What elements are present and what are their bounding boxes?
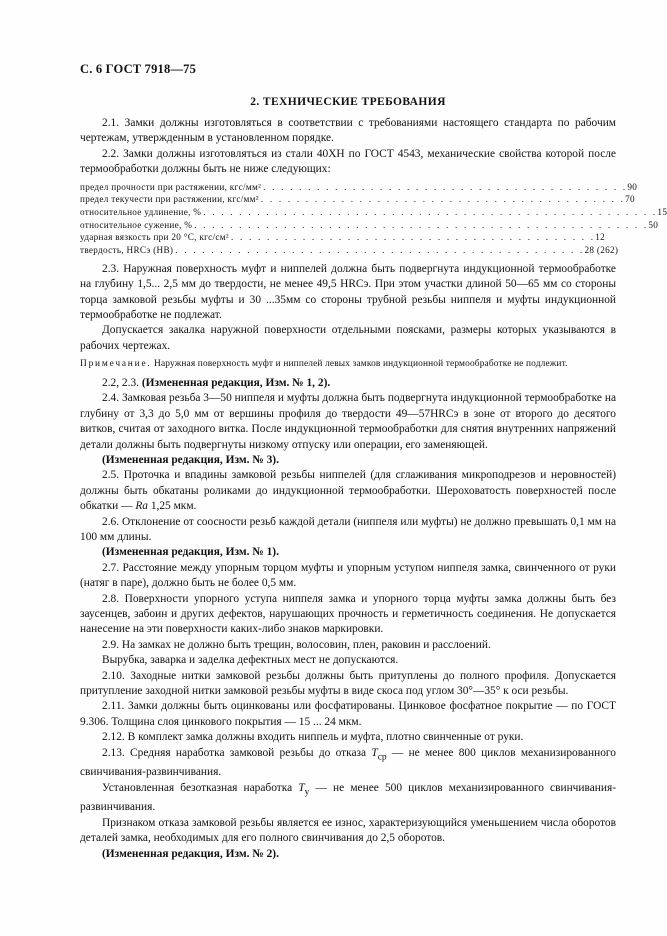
property-label: ударная вязкость при 20 °С, кгс/см²: [80, 232, 229, 243]
property-value: 70: [625, 194, 635, 205]
paragraph-2-13-reliability: [80, 781, 616, 816]
amendment-note-2-2-2-3: [80, 376, 616, 391]
amendment-text: (Измененная редакция, Изм. № 1, 2).: [141, 376, 331, 389]
paragraph-2-8: 2.8. Поверхности упорного уступа ниппеля замка и упорного торца муфты замка должны быть без заусенцев, забоин и других дефектов, нарушающих прочность и герметичность соединения. Не допускается нанесение на эти поверхности каких-либо знаков маркировки.: [80, 592, 616, 636]
leader-dots: . . . . . . . . . . . . . . . . . . . . . . . . . . . . . . . . . . . . . . . . .: [230, 232, 596, 243]
property-label: относительное сужение, %: [80, 219, 193, 230]
note: [80, 358, 616, 371]
paragraph-2-13: [80, 746, 616, 781]
paragraph-2-5: [80, 468, 616, 514]
reliability-text: Установленная безотказная наработка: [102, 781, 299, 794]
reliability-symbol: Т: [298, 781, 305, 794]
paragraph-2-5-text: 2.5. Проточка и впадины замковой резьбы ниппелей (для сглаживания микроподрезов и неровностей) должны быть обкатаны роликами до индукционной термообработки. Шероховатость поверхностей после обкатки —: [80, 469, 616, 513]
paragraph-2-13-text: 2.13. Средняя наработка замковой резьбы до отказа: [102, 746, 372, 759]
mtbf-subscript: ср: [377, 751, 387, 762]
property-label: относительное удлинение, %: [80, 207, 202, 218]
property-value: 15: [657, 207, 667, 218]
paragraph-2-13-failure: Признаком отказа замковой резьбы является ее износ, характеризующийся уменьшением числа оборотов деталей замка, необходимых для его полного свинчивания до 2,5 оборотов.: [80, 816, 616, 845]
roughness-symbol: Ra: [135, 500, 148, 513]
mechanical-properties-list: [80, 181, 667, 257]
property-label: предел прочности при растяжении, кгс/мм²: [80, 181, 262, 192]
paragraph-2-7: 2.7. Расстояние между упорным торцом муфты и упорным уступом ниппеля замка, свинченного от руки (натяг в паре), должно быть не более 0,5 мм.: [80, 561, 616, 590]
amendment-ref: 2.2, 2.3.: [102, 376, 142, 389]
amendment-note-3: (Измененная редакция, Изм. № 3).: [102, 453, 279, 466]
amendment-note-1: (Измененная редакция, Изм. № 1).: [102, 546, 279, 559]
property-label: твердость, HRCэ (НВ): [80, 245, 174, 256]
paragraph-2-12: 2.12. В комплект замка должны входить ниппель и муфта, плотно свинченные от руки.: [102, 731, 524, 744]
reliability-subscript: у: [304, 787, 310, 797]
property-value: 28 (262): [584, 245, 619, 256]
property-value: 12: [595, 232, 606, 243]
property-row: [80, 181, 638, 194]
paragraph-2-4: 2.4. Замковая резьба 3—50 ниппеля и муфты должна быть подвергнута индукционной термообработке на глубину от 3,3 до 5,0 мм от вершины профиля до твердости 49—57HRCэ в зоне от второго до десятого витков, считая от заходного витка. После индукционной термообработки для снятия внутренних напряжений детали должны быть подвергнуты низкому отпуску или операции, его заменяющей.: [80, 392, 616, 451]
paragraph-2-3-continued: Допускается закалка наружной поверхности отдельными поясками, размеры которых указываются в рабочих чертежах.: [80, 324, 616, 352]
paragraph-2-9: 2.9. На замках не должно быть трещин, волосовин, плен, раковин и расслоений.: [102, 638, 491, 651]
property-label: предел текучести при растяжении, кгс/мм²: [80, 194, 259, 205]
property-row: [80, 206, 667, 219]
property-value: 50: [648, 219, 659, 230]
section-title: 2. ТЕХНИЧЕСКИЕ ТРЕБОВАНИЯ: [250, 96, 446, 108]
mtbf-symbol: Т: [371, 746, 378, 759]
paragraph-2-10: 2.10. Заходные нитки замковой резьбы должны быть притуплены до полного профиля. Допускается притупление заходной нитки замковой резьбы муфты в виде скоса под углом 30°—35° к оси резьбы.: [80, 669, 616, 697]
running-head: С. 6 ГОСТ 7918—75: [80, 62, 197, 76]
amendment-note-2: (Измененная редакция, Изм. № 2).: [102, 847, 279, 860]
paragraph-2-3: 2.3. Наружная поверхность муфт и ниппелей должна быть подвергнута индукционной термообработке на глубину 1,5... 2,5 мм до твердости, не менее 49,5 HRCэ. При этом участки длиной 50—65 мм со стороны торца замковой резьбы муфты и 30 ...35мм со стороны трубной резьбы ниппеля и муфты индукционной термообработке не подлежат.: [80, 262, 616, 322]
property-row: [80, 244, 619, 257]
paragraph-2-2: 2.2. Замки должны изготовляться из стали 40ХН по ГОСТ 4543, механические свойства которой после термообработки должны быть не ниже следующих:: [80, 147, 616, 176]
leader-dots: . . . . . . . . . . . . . . . . . . . . . . . . . . . . . . . . . . . . . . . . . . . . . .: [175, 245, 585, 256]
paragraph-2-9-continued: Вырубка, заварка и заделка дефектных мест не допускаются.: [102, 654, 399, 667]
paragraph-2-6: 2.6. Отклонение от соосности резьб каждой детали (ниппеля или муфты) не должно превышать 0,1 мм на 100 мм длины.: [80, 515, 616, 543]
paragraph-2-13-tail: — не менее 800 циклов механизированного свинчивания-развинчивания.: [80, 746, 616, 779]
leader-dots: . . . . . . . . . . . . . . . . . . . . . . . . . . . . . . . . . . . . . . . . .: [263, 181, 628, 192]
property-value: 90: [627, 181, 638, 192]
paragraph-2-5-tail: 1,25 мкм.: [147, 500, 197, 513]
property-row: [80, 231, 616, 244]
note-label: Примечание.: [80, 359, 152, 370]
reliability-tail: — не менее 500 циклов механизированного свинчивания-развинчивания.: [80, 781, 617, 814]
property-row: [80, 219, 659, 232]
paragraph-2-1: 2.1. Замки должны изготовляться в соответствии с требованиями настоящего стандарта по рабочим чертежам, утвержденным в установленном порядке.: [80, 117, 616, 145]
note-text: Наружная поверхность муфт и ниппелей левых замков индукционной термообработке не подлежит.: [151, 359, 568, 370]
property-row: [80, 193, 635, 206]
document-body: [80, 116, 667, 862]
leader-dots: . . . . . . . . . . . . . . . . . . . . . . . . . . . . . . . . . . . . . . . . . . . . . . . . . . .: [203, 207, 658, 218]
leader-dots: . . . . . . . . . . . . . . . . . . . . . . . . . . . . . . . . . . . . . . . . .: [260, 194, 626, 205]
paragraph-2-11: 2.11. Замки должны быть оцинкованы или фосфатированы. Цинковое фосфатное покрытие — по ГОСТ 9.306. Толщина слоя цинкового покрытия — 15 ... 24 мкм.: [80, 700, 616, 728]
leader-dots: . . . . . . . . . . . . . . . . . . . . . . . . . . . . . . . . . . . . . . . . . . . . . . . . . . .: [194, 219, 649, 230]
